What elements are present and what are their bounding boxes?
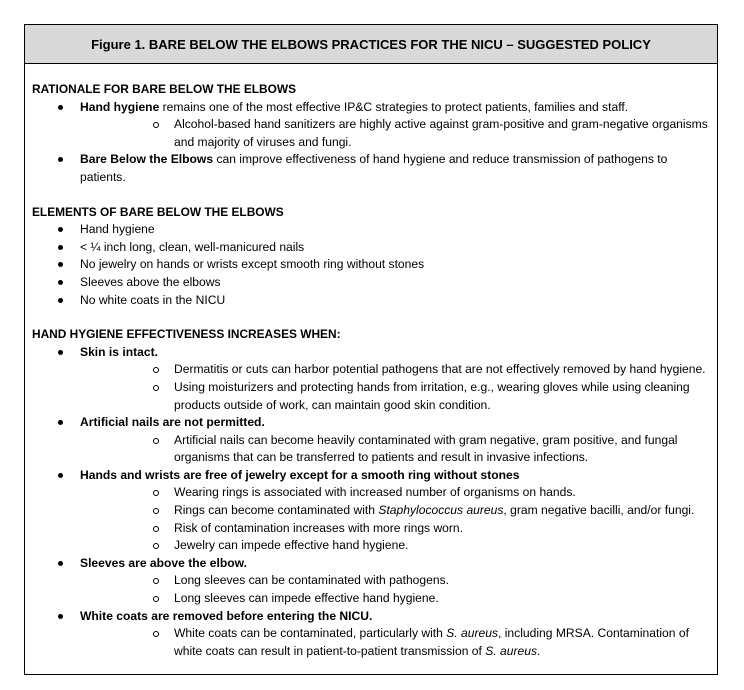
rationale-title: RATIONALE FOR BARE BELOW THE ELBOWS [32, 82, 297, 96]
item-text: Hand hygiene [80, 222, 155, 237]
effectiveness-section [32, 326, 711, 660]
rationale-list [32, 99, 711, 187]
sub-list-item [80, 520, 711, 538]
sub-item-text: Alcohol-based hand sanitizers are highly active against gram-positive and gram-negative organisms and majority of viruses and fungi. [174, 117, 708, 149]
figure-frame [24, 24, 718, 675]
list-item [32, 151, 711, 186]
sub-bullet-icon [153, 367, 159, 373]
bullet-icon [58, 614, 63, 619]
sub-list-item [80, 361, 711, 379]
list-item [32, 292, 711, 310]
list-item [32, 274, 711, 292]
sub-bullet-icon [153, 122, 159, 128]
sub-bullet-icon [153, 578, 159, 584]
rationale-section [32, 81, 711, 187]
item-text: No white coats in the NICU [80, 292, 226, 307]
list-item [32, 414, 711, 467]
item-heading: White coats are removed before entering the NICU. [80, 608, 373, 623]
item-heading: Hands and wrists are free of jewelry except for a smooth ring without stones [80, 467, 520, 482]
sub-item-text-p2: , including MRSA. Contamination of white coats can result in patient-to-patient transmission of [174, 626, 689, 658]
bullet-icon [58, 262, 63, 267]
sub-list [80, 116, 711, 151]
sub-item-text: Wearing rings is associated with increased number of organisms on hands. [174, 485, 576, 500]
bullet-icon [58, 350, 63, 355]
item-text: < ¼ inch long, clean, well-manicured nails [80, 239, 305, 254]
bullet-icon [58, 245, 63, 250]
list-item [32, 555, 711, 608]
figure-content [25, 64, 717, 660]
sub-bullet-icon [153, 631, 159, 637]
bullet-icon [58, 227, 63, 232]
sub-bullet-icon [153, 438, 159, 444]
sub-item-text-post: , gram negative bacilli, and/or fungi. [503, 503, 695, 518]
item-heading: Skin is intact. [80, 344, 158, 359]
sub-list-item [80, 572, 711, 590]
sub-item-text-i1: S. aureus [446, 626, 499, 641]
item-text: No jewelry on hands or wrists except smooth ring without stones [80, 257, 425, 272]
sub-list-item [80, 484, 711, 502]
sub-list [80, 572, 711, 607]
sub-item-text: Long sleeves can impede effective hand hygiene. [174, 591, 439, 606]
elements-title: ELEMENTS OF BARE BELOW THE ELBOWS [32, 204, 284, 219]
sub-list-item [80, 379, 711, 414]
sub-item-text: Jewelry can impede effective hand hygiene. [174, 538, 409, 553]
effectiveness-list [32, 344, 711, 661]
list-item [32, 608, 711, 661]
sub-list-item [80, 537, 711, 555]
item-text: Sleeves above the elbows [80, 274, 221, 289]
sub-item-text: Long sleeves can be contaminated with pathogens. [174, 573, 449, 588]
bullet-icon [58, 298, 63, 303]
sub-list-item [80, 432, 711, 467]
sub-list-item [80, 625, 711, 660]
bullet-icon [58, 157, 63, 162]
item-heading: Artificial nails are not permitted. [80, 415, 265, 430]
figure-header [25, 25, 717, 64]
bullet-icon [58, 280, 63, 285]
sub-list [80, 361, 711, 414]
list-item [32, 99, 711, 152]
bullet-icon [58, 105, 63, 110]
sub-bullet-icon [153, 596, 159, 602]
item-text: can improve effectiveness of hand hygiene and reduce transmission of pathogens to patients. [80, 152, 668, 184]
sub-item-text-p3: . [537, 643, 541, 658]
figure-title: Figure 1. BARE BELOW THE ELBOWS PRACTICES FOR THE NICU – SUGGESTED POLICY [91, 36, 651, 52]
sub-list [80, 484, 711, 554]
effectiveness-title: HAND HYGIENE EFFECTIVENESS INCREASES WHEN: [32, 327, 341, 342]
sub-item-text: Dermatitis or cuts can harbor potential pathogens that are not effectively removed by hand hygiene. [174, 362, 706, 377]
sub-bullet-icon [153, 490, 159, 496]
list-item [32, 467, 711, 555]
list-item [32, 221, 711, 239]
list-item [32, 239, 711, 257]
sub-item-text-i2: S. aureus [485, 643, 537, 658]
sub-item-text-pre: Rings can become contaminated with [174, 503, 379, 518]
sub-item-text: Risk of contamination increases with more rings worn. [174, 520, 464, 535]
sub-list-item [80, 590, 711, 608]
elements-section [32, 204, 711, 310]
list-item [32, 256, 711, 274]
item-bold-text: Bare Below the Elbows [80, 152, 214, 167]
sub-bullet-icon [153, 508, 159, 514]
sub-item-text: Using moisturizers and protecting hands from irritation, e.g., wearing gloves while using cleaning products outside of work, can maintain good skin condition. [174, 379, 690, 412]
sub-list-item [80, 116, 711, 151]
sub-item-text-italic: Staphylococcus aureus [378, 503, 504, 518]
sub-list [80, 432, 711, 467]
sub-bullet-icon [153, 543, 159, 549]
elements-list [32, 221, 711, 309]
list-item [32, 344, 711, 414]
sub-bullet-icon [153, 526, 159, 532]
sub-item-text-p1: White coats can be contaminated, particularly with [174, 626, 447, 641]
sub-list [80, 625, 711, 660]
item-text: remains one of the most effective IP&C strategies to protect patients, families and staff. [159, 99, 629, 114]
sub-item-text: Artificial nails can become heavily contaminated with gram negative, gram positive, and fungal organisms that can be transferred to patients and result in invasive infections. [174, 432, 678, 465]
bullet-icon [58, 561, 63, 566]
bullet-icon [58, 420, 63, 425]
item-bold-text: Hand hygiene [80, 99, 160, 114]
sub-bullet-icon [153, 385, 159, 391]
item-heading: Sleeves are above the elbow. [80, 555, 247, 570]
bullet-icon [58, 473, 63, 478]
sub-list-item [80, 502, 711, 520]
